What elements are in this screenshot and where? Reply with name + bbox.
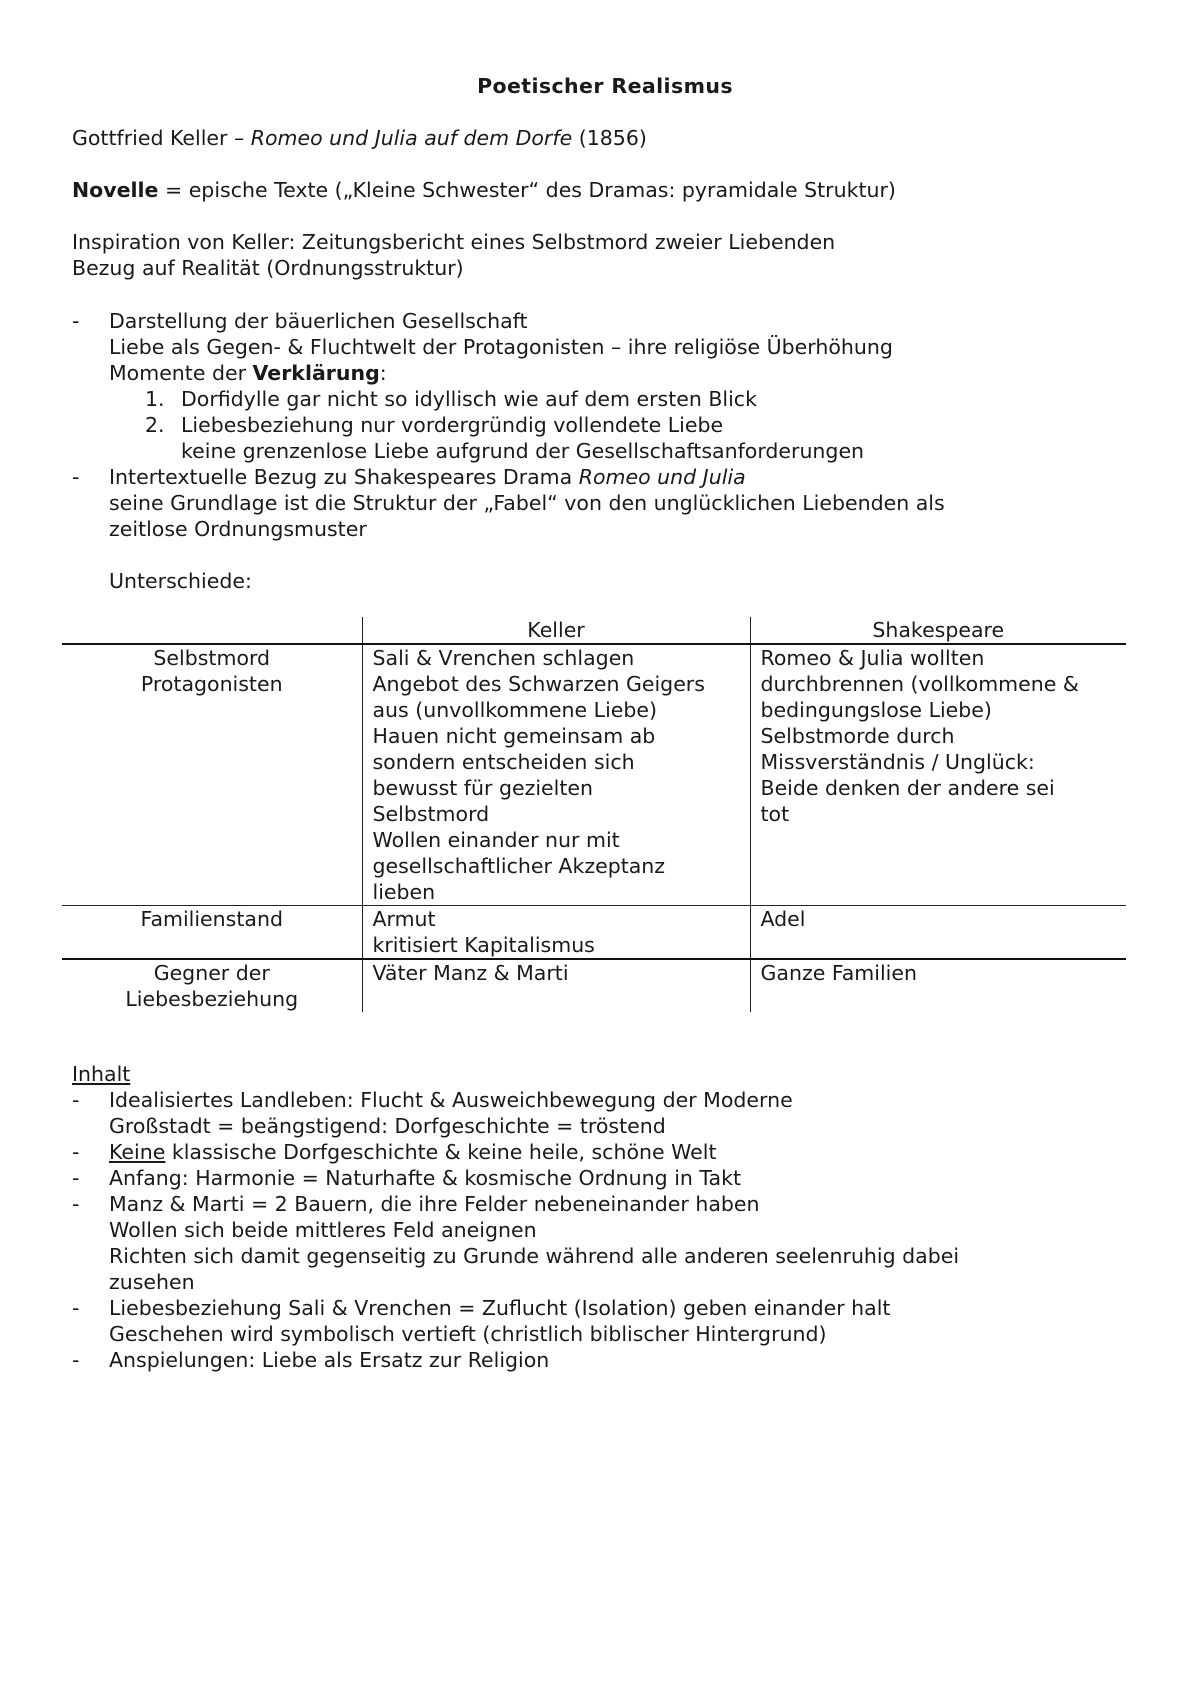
bullet-sub-fabel: seine Grundlage ist die Struktur der „Fabel“ von den unglücklichen Liebenden als <box>109 491 945 515</box>
row-label-line: Protagonisten <box>140 672 283 696</box>
inhalt-item-landleben: Idealisiertes Landleben: Flucht & Ausweichbewegung der Moderne <box>109 1088 793 1112</box>
table-row <box>62 644 1126 906</box>
inhalt-heading: Inhalt <box>72 1062 131 1086</box>
verklaerung-term: Verklärung <box>252 361 380 385</box>
subtitle-year: (1856) <box>578 126 647 150</box>
cell-shakespeare-selbstmord <box>750 644 1126 906</box>
cell-line: Ganze Familien <box>760 961 917 985</box>
bullet-dash: - <box>72 465 80 489</box>
bullet-dash: - <box>72 1192 80 1216</box>
bullet-dash: - <box>72 1140 80 1164</box>
inhalt-item-anfang: Anfang: Harmonie = Naturhafte & kosmische Ordnung in Takt <box>109 1166 741 1190</box>
novelle-definition: = epische Texte („Kleine Schwester“ des Dramas: pyramidale Struktur) <box>165 178 896 202</box>
row-label-line: Familienstand <box>140 907 283 931</box>
table-header-empty <box>62 617 362 644</box>
row-label-line: Gegner der <box>153 961 270 985</box>
keine-underlined: Keine <box>109 1140 166 1164</box>
cell-line: Selbstmorde durch <box>760 724 955 748</box>
numbered-sub-grenzenlos: keine grenzenlose Liebe aufgrund der Gesellschaftsanforderungen <box>181 439 865 463</box>
inhalt-item-zuflucht: Liebesbeziehung Sali & Vrenchen = Zuflucht (Isolation) geben einander halt <box>109 1296 891 1320</box>
verklaerung-colon: : <box>379 361 387 385</box>
bullet-sub-verklaerung <box>109 360 387 386</box>
table-header-keller: Keller <box>362 617 750 644</box>
cell-shakespeare-familienstand <box>750 906 1126 960</box>
cell-line: Sali & Vrenchen schlagen <box>372 646 635 670</box>
table-header-row <box>62 617 1126 644</box>
intertextuell-title: Romeo und Julia <box>578 465 746 489</box>
inhalt-item-anspielungen: Anspielungen: Liebe als Ersatz zur Religion <box>109 1348 550 1372</box>
table-header-shakespeare: Shakespeare <box>750 617 1126 644</box>
cell-line: Selbstmord <box>372 802 490 826</box>
bullet-sub-liebe: Liebe als Gegen- & Fluchtwelt der Protagonisten – ihre religiöse Überhöhung <box>109 335 893 359</box>
cell-line: durchbrennen (vollkommene & <box>760 672 1079 696</box>
bullet-intertextuell <box>109 464 746 490</box>
bullet-gesellschaft: Darstellung der bäuerlichen Gesellschaft <box>109 309 528 333</box>
novelle-term: Novelle <box>72 178 159 202</box>
inhalt-item-keine <box>109 1139 717 1165</box>
bullet-dash: - <box>72 1088 80 1112</box>
cell-line: bewusst für gezielten <box>372 776 593 800</box>
cell-line: Beide denken der andere sei <box>760 776 1055 800</box>
bullet-dash: - <box>72 1348 80 1372</box>
row-label-line: Selbstmord <box>153 646 271 670</box>
cell-line: bedingungslose Liebe) <box>760 698 992 722</box>
intertextuell-text: Intertextuelle Bezug zu Shakespeares Drama <box>109 465 579 489</box>
cell-line: gesellschaftlicher Akzeptanz <box>372 854 666 878</box>
inhalt-item-manz-marti: Manz & Marti = 2 Bauern, die ihre Felder nebeneinander haben <box>109 1192 760 1216</box>
cell-line: Hauen nicht gemeinsam ab <box>372 724 656 748</box>
inhalt-sub-grossstadt: Großstadt = beängstigend: Dorfgeschichte = tröstend <box>109 1114 666 1138</box>
cell-line: Väter Manz & Marti <box>372 961 569 985</box>
bullet-dash: - <box>72 309 80 333</box>
row-label-familienstand <box>62 906 362 960</box>
subtitle-author: Gottfried Keller – <box>72 126 245 150</box>
numbered-marker: 2. <box>145 413 165 437</box>
cell-line: Angebot des Schwarzen Geigers <box>372 672 705 696</box>
cell-shakespeare-gegner <box>750 959 1126 1012</box>
row-label-gegner <box>62 959 362 1012</box>
novelle-line <box>72 177 896 203</box>
cell-line: Romeo & Julia wollten <box>760 646 985 670</box>
cell-line: Missverständnis / Unglück: <box>760 750 1035 774</box>
row-label-selbstmord <box>62 644 362 906</box>
numbered-item-dorfidylle: Dorfidylle gar nicht so idyllisch wie auf dem ersten Blick <box>181 387 757 411</box>
row-label-line: Liebesbeziehung <box>125 987 299 1011</box>
inhalt-sub-symbolisch: Geschehen wird symbolisch vertieft (christlich biblischer Hintergrund) <box>109 1322 827 1346</box>
inhalt-sub-grunde: Richten sich damit gegenseitig zu Grunde während alle anderen seelenruhig dabei <box>109 1244 960 1268</box>
cell-line: Adel <box>760 907 806 931</box>
inhalt-sub-grunde-cont: zusehen <box>109 1270 195 1294</box>
unterschiede-line: Unterschiede: <box>109 569 252 593</box>
bullet-sub-fabel-cont: zeitlose Ordnungsmuster <box>109 517 367 541</box>
cell-line: lieben <box>372 880 436 904</box>
keine-rest: klassische Dorfgeschichte & keine heile, schöne Welt <box>165 1140 717 1164</box>
bullet-dash: - <box>72 1166 80 1190</box>
bullet-dash: - <box>72 1296 80 1320</box>
cell-line: kritisiert Kapitalismus <box>372 933 595 957</box>
inspiration-line: Inspiration von Keller: Zeitungsbericht eines Selbstmord zweier Liebenden <box>72 230 836 254</box>
table-row <box>62 906 1126 960</box>
table-row <box>62 959 1126 1012</box>
cell-keller-selbstmord <box>362 644 750 906</box>
subtitle-work: Romeo und Julia auf dem Dorfe <box>250 126 573 150</box>
inhalt-sub-feld: Wollen sich beide mittleres Feld aneignen <box>109 1218 537 1242</box>
cell-line: Wollen einander nur mit <box>372 828 620 852</box>
cell-line: Armut <box>372 907 436 931</box>
inspiration-arrow-line: Bezug auf Realität (Ordnungsstruktur) <box>72 256 464 280</box>
cell-keller-familienstand <box>362 906 750 960</box>
subtitle-line <box>72 125 647 151</box>
verklaerung-prefix: Momente der <box>109 361 253 385</box>
numbered-marker: 1. <box>145 387 165 411</box>
comparison-table <box>62 617 1126 1012</box>
cell-line: tot <box>760 802 790 826</box>
cell-line: sondern entscheiden sich <box>372 750 635 774</box>
numbered-item-liebesbeziehung: Liebesbeziehung nur vordergründig vollendete Liebe <box>181 413 724 437</box>
cell-keller-gegner <box>362 959 750 1012</box>
cell-line: aus (unvollkommene Liebe) <box>372 698 658 722</box>
page-title: Poetischer Realismus <box>477 74 733 98</box>
